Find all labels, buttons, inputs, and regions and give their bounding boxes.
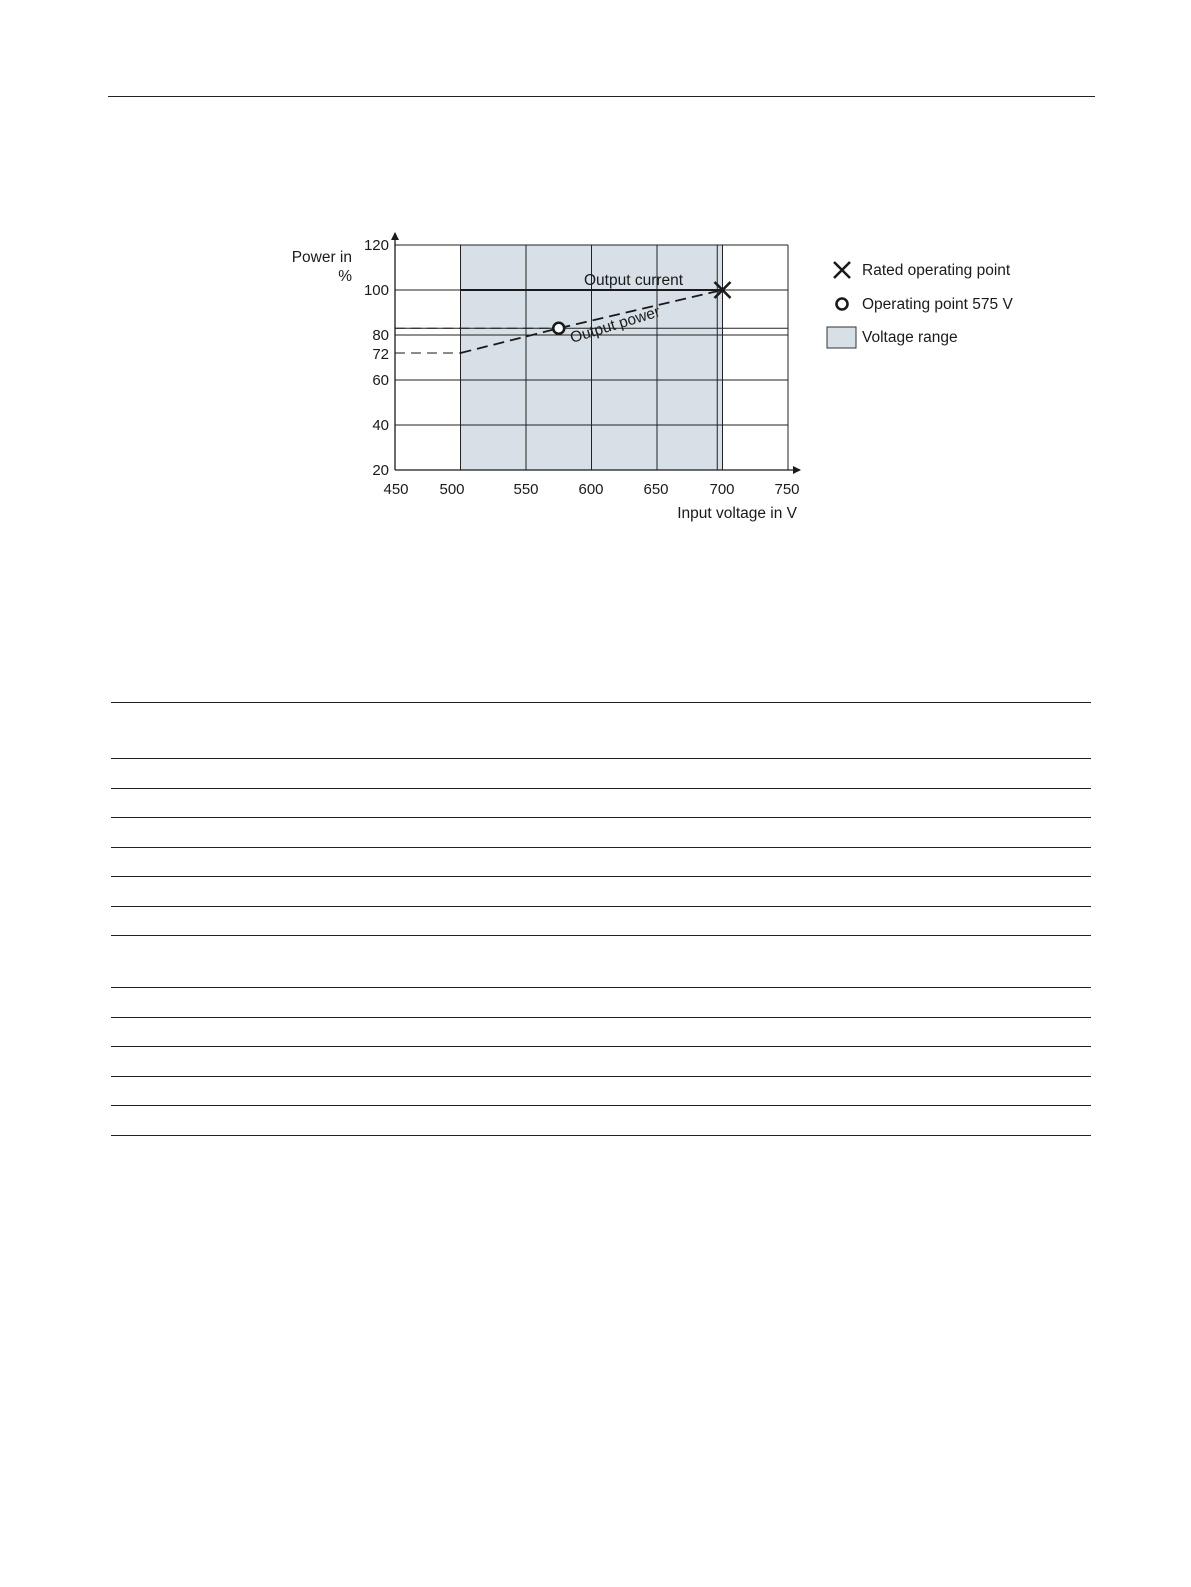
- x-axis-title: Input voltage in V: [677, 505, 797, 522]
- legend-label: Voltage range: [862, 329, 958, 346]
- table-rule: [111, 817, 1091, 818]
- x-tick-label: 500: [439, 481, 465, 498]
- x-tick-label: 700: [709, 481, 735, 498]
- legend-swatch: [827, 327, 856, 348]
- legend-label: Operating point 575 V: [862, 296, 1013, 313]
- y-tick-label: 100: [363, 282, 389, 299]
- x-tick-label: 650: [643, 481, 669, 498]
- table-rule: [111, 1105, 1091, 1106]
- operating-point-575v-marker: [553, 323, 564, 334]
- x-tick-label: 450: [383, 481, 409, 498]
- table-rule: [111, 788, 1091, 789]
- x-tick-label: 550: [513, 481, 539, 498]
- table-rule: [111, 1076, 1091, 1077]
- table-rule: [111, 935, 1091, 936]
- table-rule: [111, 1017, 1091, 1018]
- table-rule: [111, 758, 1091, 759]
- table-rule: [111, 847, 1091, 848]
- x-tick-label: 750: [774, 481, 800, 498]
- legend-x-icon: [834, 262, 850, 278]
- legend-circle-icon: [837, 299, 848, 310]
- output-current-label: Output current: [584, 272, 684, 289]
- y-tick-label: 72: [372, 346, 389, 363]
- legend-label: Rated operating point: [862, 262, 1011, 279]
- table-rule: [111, 1046, 1091, 1047]
- output-power-label: Output power: [568, 303, 663, 347]
- table-rule: [111, 1135, 1091, 1136]
- y-axis-title: Power in: [291, 249, 352, 266]
- y-tick-label: 120: [363, 237, 389, 254]
- y-tick-label: 20: [372, 462, 389, 479]
- table-rule: [111, 906, 1091, 907]
- table-rule: [111, 987, 1091, 988]
- y-tick-label: 60: [372, 372, 389, 389]
- power-vs-voltage-chart: [0, 0, 1191, 560]
- table-rule: [111, 702, 1091, 703]
- table-rule: [111, 876, 1091, 877]
- y-axis-title: %: [338, 268, 352, 285]
- y-tick-label: 80: [372, 327, 389, 344]
- x-tick-label: 600: [578, 481, 604, 498]
- y-tick-label: 40: [372, 417, 389, 434]
